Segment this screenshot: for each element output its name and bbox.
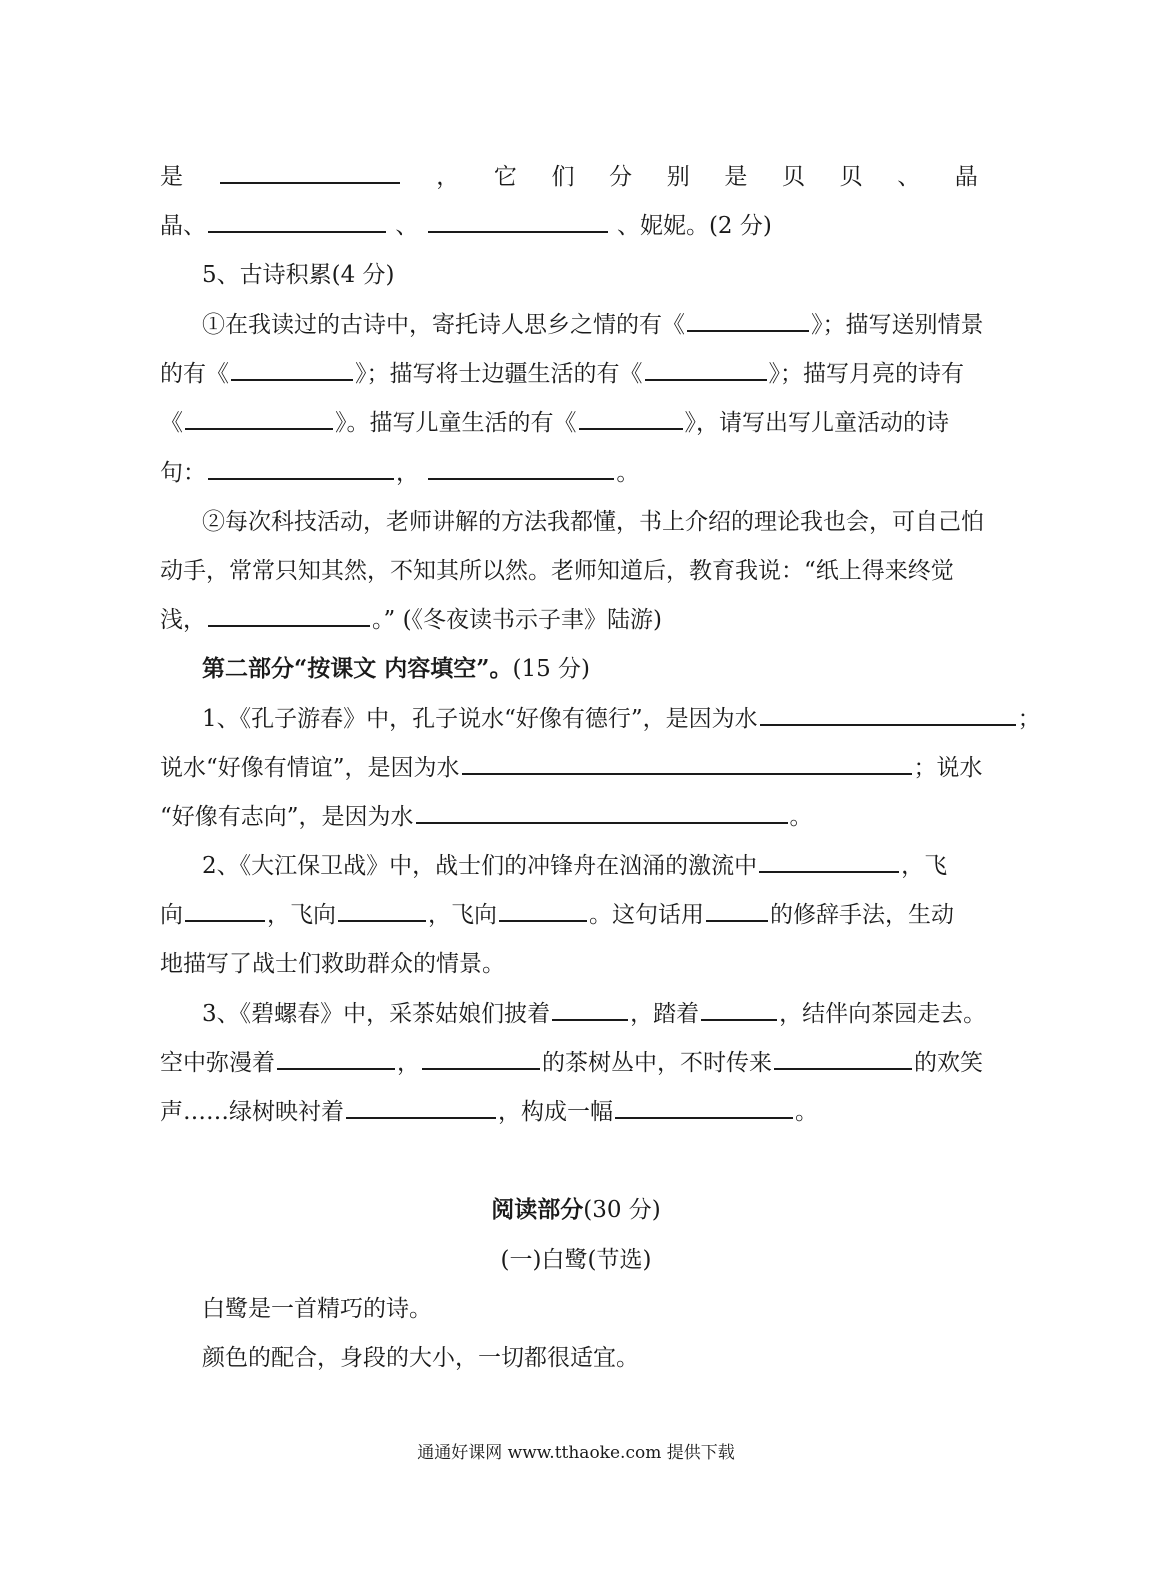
answer-blank[interactable] [338, 898, 426, 922]
answer-blank[interactable] [579, 406, 683, 430]
reading-heading [0, 1193, 1152, 1227]
part-2-q3-line-2: 空中弥漫着 ， 的茶树丛中，不时传来 的欢笑 [160, 1046, 978, 1080]
part-2-q1-line-2: 说水“好像有情谊”，是因为水 ；说水 [160, 751, 978, 785]
reading-title: 阅读部分 [491, 1196, 584, 1223]
reading-score: (30 分) [583, 1197, 661, 1223]
part-2-q2-line-1: 2、《大江保卫战》中，战士们的冲锋舟在汹涌的激流中 ，飞 [202, 849, 978, 883]
question-4-line-1: 是 ， 它 们 分 别 是 贝 贝 、 晶 [160, 160, 978, 194]
reading-paragraph-2: 颜色的配合，身段的大小，一切都很适宜。 [202, 1345, 639, 1371]
answer-blank[interactable] [208, 209, 386, 233]
answer-blank[interactable] [701, 997, 777, 1021]
answer-blank[interactable] [687, 308, 809, 332]
answer-blank[interactable] [774, 1046, 912, 1070]
answer-blank[interactable] [759, 849, 899, 873]
part-2-heading [202, 652, 978, 686]
part-2-q3-line-1: 3、《碧螺春》中，采茶姑娘们披着 ，踏着 ，结伴向茶园走去。 [202, 997, 978, 1031]
answer-blank[interactable] [615, 1095, 793, 1119]
part-2-q2-line-2: 向 ，飞向 ，飞向 。这句话用 的修辞手法，生动 [160, 898, 978, 932]
answer-blank[interactable] [422, 1046, 540, 1070]
part-2-title: 第二部分“按课文 内容填空”。 [202, 655, 513, 682]
question-5-1-line-1: ①在我读过的古诗中，寄托诗人思乡之情的有《 》；描写送别情景 [202, 308, 978, 342]
part-2-q1-line-1: 1、《孔子游春》中，孔子说水“好像有德行”，是因为水 ； [202, 702, 978, 736]
answer-blank[interactable] [208, 456, 394, 480]
page-footer: 通通好课网 www.tthaoke.com 提供下载 [417, 1443, 735, 1463]
question-5-2-line-1: ②每次科技活动，老师讲解的方法我都懂，书上介绍的理论我也会，可自己怕 [202, 509, 984, 535]
question-5-1-line-2: 的有《 》；描写将士边疆生活的有《 》；描写月亮的诗有 [160, 357, 978, 391]
answer-blank[interactable] [346, 1095, 496, 1119]
answer-blank[interactable] [462, 751, 912, 775]
answer-blank[interactable] [416, 800, 788, 824]
answer-blank[interactable] [185, 898, 265, 922]
answer-blank[interactable] [428, 209, 608, 233]
answer-blank[interactable] [231, 357, 353, 381]
answer-blank[interactable] [706, 898, 768, 922]
answer-blank[interactable] [277, 1046, 395, 1070]
reading-paragraph-1: 白鹭是一首精巧的诗。 [202, 1296, 432, 1322]
answer-blank[interactable] [208, 603, 370, 627]
part-2-q2-line-3: 地描写了战士们救助群众的情景。 [160, 951, 505, 977]
answer-blank[interactable] [428, 456, 614, 480]
answer-blank[interactable] [645, 357, 767, 381]
question-5-1-line-3: 《 》。描写儿童生活的有《 》，请写出写儿童活动的诗 [160, 406, 978, 440]
answer-blank[interactable] [185, 406, 333, 430]
answer-blank[interactable] [220, 160, 400, 184]
question-5-title: 5、古诗积累(4 分) [202, 262, 395, 288]
question-5-1-line-4: 句： ， 。 [160, 456, 978, 490]
question-5-2-line-2: 动手，常常只知其然，不知其所以然。老师知道后，教育我说：“纸上得来终觉 [160, 558, 954, 584]
reading-subtitle: (一)白鹭(节选) [500, 1247, 652, 1273]
answer-blank[interactable] [552, 997, 628, 1021]
answer-blank[interactable] [499, 898, 587, 922]
part-2-score: (15 分) [512, 656, 590, 682]
part-2-q1-line-3: “好像有志向”，是因为水 。 [160, 800, 978, 834]
part-2-q3-line-3: 声……绿树映衬着 ，构成一幅 。 [160, 1095, 978, 1129]
question-5-2-line-3: 浅， 。” (《冬夜读书示子聿》陆游) [160, 603, 978, 637]
question-4-line-2: 晶、 、 、妮妮。(2 分) [160, 209, 978, 243]
answer-blank[interactable] [760, 702, 1016, 726]
